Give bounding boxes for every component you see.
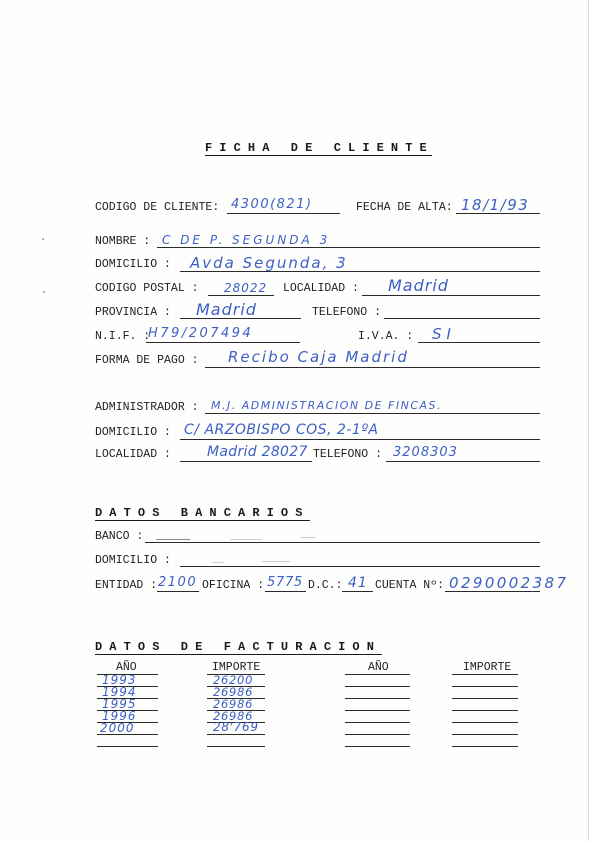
row-line: [452, 698, 518, 699]
row-line: [345, 710, 410, 711]
nif-value: H79/207494: [148, 326, 254, 341]
col-ano-header: AÑO: [368, 661, 389, 674]
admin-localidad-label: LOCALIDAD :: [95, 448, 171, 461]
nif-label: N.I.F. :: [95, 330, 151, 343]
admin-telefono-label: TELEFONO :: [313, 448, 383, 461]
row-line: [452, 686, 518, 687]
bancarios-heading: DATOS BANCARIOS: [95, 506, 310, 520]
admin-telefono-value: 3208303: [393, 445, 458, 460]
scan-speck: [43, 291, 45, 293]
dc-value: 41: [348, 575, 368, 591]
telefono-line: [384, 318, 540, 319]
row-ano: 1994: [102, 685, 137, 699]
banco-domicilio-label: DOMICILIO :: [95, 554, 171, 567]
oficina-line: [265, 591, 306, 592]
faint-mark: [300, 537, 316, 538]
row-line: [207, 734, 265, 735]
row-line: [452, 746, 518, 747]
localidad-line: [362, 295, 540, 296]
nombre-value: C DE P. SEGUNDA 3: [162, 233, 331, 247]
scan-speck: [42, 238, 44, 240]
row-ano: 1996: [102, 709, 137, 723]
header-line: [452, 674, 518, 675]
row-ano: 1993: [102, 673, 137, 687]
administrador-label: ADMINISTRADOR :: [95, 401, 199, 414]
header-line: [345, 674, 410, 675]
banco-label: BANCO :: [95, 530, 144, 543]
row-line: [207, 746, 265, 747]
codigo-postal-label: CODIGO POSTAL :: [95, 282, 199, 295]
row-line: [345, 734, 410, 735]
iva-label: I.V.A. :: [358, 330, 414, 343]
row-ano: 2000: [100, 721, 135, 735]
admin-telefono-line: [386, 461, 540, 462]
fecha-alta-value: 18/1/93: [461, 196, 530, 214]
codigo-cliente-label: CODIGO DE CLIENTE:: [95, 201, 220, 214]
col-importe-header: IMPORTE: [212, 661, 261, 674]
row-importe: 26986: [213, 685, 254, 699]
banco-line: [145, 542, 540, 543]
row-importe: 26986: [213, 697, 254, 711]
col-importe-header: IMPORTE: [463, 661, 512, 674]
row-ano: 1995: [102, 697, 137, 711]
dc-line: [342, 591, 373, 592]
admin-domicilio-value: C/ ARZOBISPO COS, 2-1ºA: [184, 422, 379, 438]
domicilio-label: DOMICILIO :: [95, 258, 171, 271]
title-underline: [205, 155, 432, 156]
entidad-label: ENTIDAD :: [95, 579, 158, 592]
facturacion-heading: DATOS DE FACTURACION: [95, 640, 382, 654]
localidad-label: LOCALIDAD :: [283, 282, 359, 295]
col-ano-header: AÑO: [116, 661, 137, 674]
entidad-line: [157, 591, 199, 592]
faint-mark: [262, 561, 290, 562]
provincia-label: PROVINCIA :: [95, 306, 171, 319]
oficina-value: 5775: [267, 575, 303, 590]
row-line: [345, 698, 410, 699]
oficina-label: OFICINA :: [202, 579, 265, 592]
admin-domicilio-line: [180, 439, 540, 440]
row-importe: 26200: [213, 673, 254, 687]
nif-line: [146, 342, 300, 343]
facturacion-underline: [95, 654, 382, 655]
forma-pago-line: [205, 367, 540, 368]
administrador-line: [205, 413, 540, 414]
entidad-value: 2100: [158, 575, 198, 590]
bancarios-underline: [95, 520, 310, 521]
domicilio-value: Avda Segunda, 3: [190, 254, 348, 272]
localidad-value: Madrid: [388, 276, 449, 295]
nombre-label: NOMBRE :: [95, 235, 151, 248]
scan-edge: [588, 0, 589, 841]
row-line: [452, 734, 518, 735]
forma-pago-value: Recibo Caja Madrid: [228, 348, 409, 366]
cuenta-label: CUENTA Nº:: [375, 579, 445, 592]
telefono-label: TELEFONO :: [312, 306, 382, 319]
faint-mark: [156, 539, 190, 540]
admin-localidad-value: Madrid 28027: [207, 444, 308, 460]
row-line: [345, 746, 410, 747]
row-line: [97, 746, 158, 747]
row-line: [345, 686, 410, 687]
cuenta-value: 0290002387: [449, 574, 569, 592]
dc-label: D.C.:: [308, 579, 343, 592]
form-title: FICHA DE CLIENTE: [205, 141, 434, 155]
banco-domicilio-line: [180, 566, 540, 567]
faint-mark: [212, 562, 224, 563]
codigo-cliente-line: [227, 213, 340, 214]
provincia-value: Madrid: [196, 300, 257, 319]
forma-pago-label: FORMA DE PAGO :: [95, 354, 199, 367]
iva-value: SI: [432, 325, 456, 343]
codigo-cliente-value: 4300(821): [231, 197, 313, 212]
row-importe: 26986: [213, 709, 254, 723]
codigo-postal-value: 28022: [224, 281, 268, 295]
admin-localidad-line: [180, 461, 312, 462]
administrador-value: M.J. ADMINISTRACION DE FINCAS.: [211, 399, 443, 412]
row-line: [345, 722, 410, 723]
fecha-alta-label: FECHA DE ALTA:: [356, 201, 453, 214]
row-importe: 28'769: [213, 720, 259, 734]
faint-mark: [230, 539, 262, 540]
row-line: [452, 710, 518, 711]
admin-domicilio-label: DOMICILIO :: [95, 426, 171, 439]
row-line: [452, 722, 518, 723]
